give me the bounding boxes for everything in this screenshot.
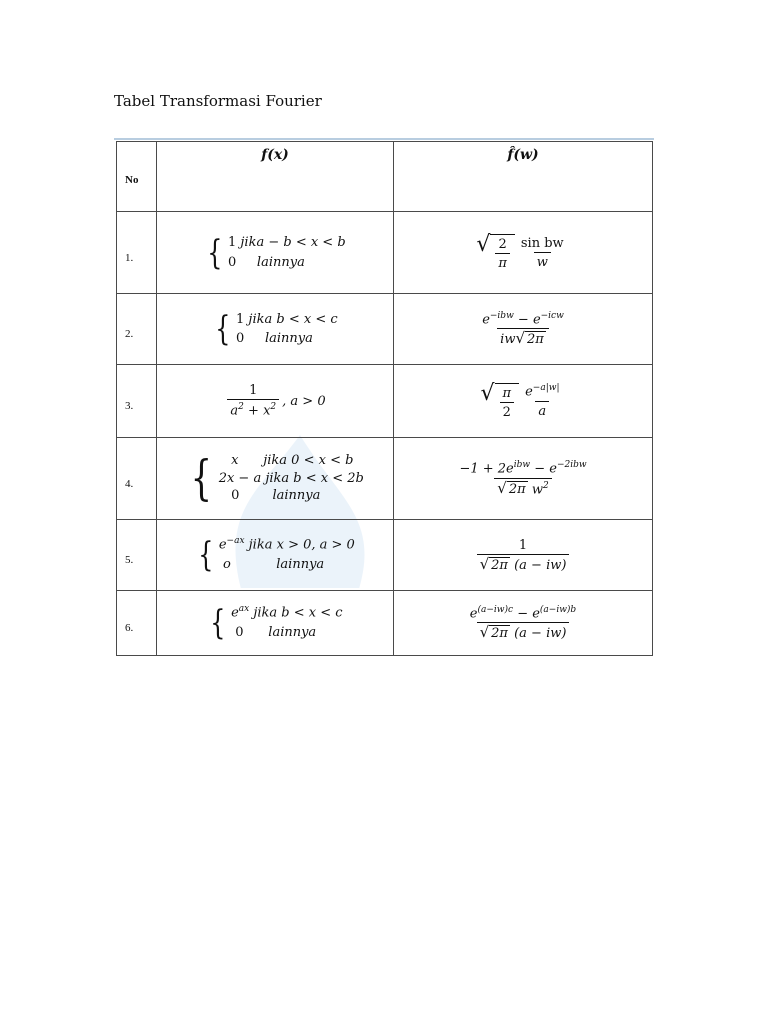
header-fx: f(x) (157, 142, 394, 212)
fx-cell: { 1 jika b < x < c 0 lainnya (157, 294, 394, 365)
header-no: No (117, 142, 157, 212)
fw-cell: $-1 + 2e^{ibw} - e^{-2ibw}$ √ 2π $w^2$ (394, 438, 653, 520)
header-fw: f̂(w) (394, 142, 653, 212)
table-row (117, 212, 653, 294)
brace-icon: { (210, 602, 226, 643)
page-title: Tabel Transformasi Fourier (114, 92, 322, 110)
fx-cell: $\frac{1}{a^2 + x^2}$ , a > 0 (157, 365, 394, 438)
table-row (117, 365, 653, 438)
brace-icon: { (190, 450, 213, 507)
fw-cell: $e^{(a-iw)c} - e^{(a-iw)b}$ √ 2π (a − iw) (394, 591, 653, 656)
row-number: 6. (117, 591, 157, 656)
row-number: 5. (117, 520, 157, 591)
row-number: 4. (117, 438, 157, 520)
table-row (117, 591, 653, 656)
row-number: 3. (117, 365, 157, 438)
fw-cell: $e^{-ibw} - e^{-icw}$ iw √ 2π (394, 294, 653, 365)
fw-cell: √ $\frac{2}{\pi}$ $\frac{\text{sin bw}}{w}$ (394, 212, 653, 294)
fw-cell: 1 √ 2π (a − iw) (394, 520, 653, 591)
fx-cell: { $e^{ax}$ jika b < x < c 0 lainnya (157, 591, 394, 656)
table-row (117, 520, 653, 591)
row-number: 2. (117, 294, 157, 365)
table-row (117, 294, 653, 365)
row-number: 1. (117, 212, 157, 294)
table-row (117, 438, 653, 520)
fx-cell: { $e^{-ax}$ jika x > 0, a > 0 o lainnya (157, 520, 394, 591)
fx-cell: { x jika 0 < x < b 2x − a jika b < x < 2b 0 lainnya (157, 438, 394, 520)
brace-icon: { (198, 534, 214, 575)
table-top-rule (114, 138, 654, 140)
fourier-transform-table (116, 141, 653, 656)
fx-cell: { 1 jika − b < x < b 0 lainnya (157, 212, 394, 294)
brace-icon: { (215, 309, 231, 349)
brace-icon: { (207, 232, 223, 273)
fw-cell: √ $\frac{\pi}{2}$ $\frac{e^{-a|w|}}{a}$ (394, 365, 653, 438)
table-header-row (117, 142, 653, 212)
